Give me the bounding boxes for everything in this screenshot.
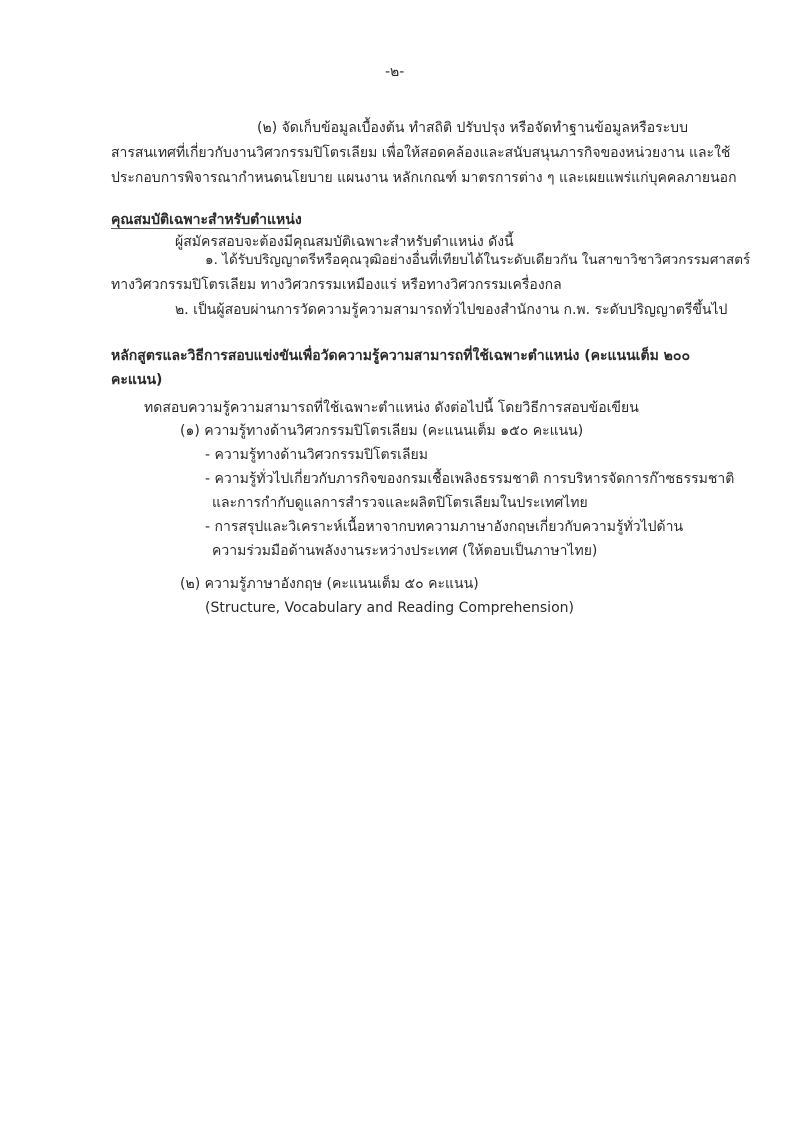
part-1-bullet-3-line-1: - การสรุปและวิเคราะห์เนื้อหาจากบทความภาษาอังกฤษเกี่ยวกับความรู้ทั่วไปด้าน <box>205 519 684 535</box>
part-1-bullet-2-line-2: และการกำกับดูแลการสำรวจและผลิตปิโตรเลียมในประเทศไทย <box>212 495 588 511</box>
intro-line-3: ประกอบการพิจารณากำหนดนโยบาย แผนงาน หลักเกณฑ์ มาตรการต่าง ๆ และเผยแพร่แก่บุคคลภายนอก <box>111 170 737 186</box>
qualification-item-2: ๒. เป็นผู้สอบผ่านการวัดความรู้ความสามารถทั่วไปของสำนักงาน ก.พ. ระดับปริญญาตรีขึ้นไป <box>175 302 728 318</box>
curriculum-heading-line-2: คะแนน) <box>111 372 163 388</box>
page-number: -๒- <box>385 64 405 80</box>
curriculum-heading-line-1: หลักสูตรและวิธีการสอบแข่งขันเพื่อวัดความรู้ความสามารถที่ใช้เฉพาะตำแหน่ง (คะแนนเต็ม ๒๐๐ <box>111 348 690 364</box>
part-2-description: (Structure, Vocabulary and Reading Comprehension) <box>205 600 574 616</box>
part-1-title: (๑) ความรู้ทางด้านวิศวกรรมปิโตรเลียม (คะแนนเต็ม ๑๕๐ คะแนน) <box>180 423 584 439</box>
part-2-title: (๒) ความรู้ภาษาอังกฤษ (คะแนนเต็ม ๕๐ คะแนน) <box>180 576 479 592</box>
part-1-bullet-2-line-1: - ความรู้ทั่วไปเกี่ยวกับภารกิจของกรมเชื้อเพลิงธรรมชาติ การบริหารจัดการก๊าซธรรมชาติ <box>205 471 735 487</box>
part-1-bullet-1: - ความรู้ทางด้านวิศวกรรมปิโตรเลียม <box>205 447 428 463</box>
intro-line-1: (๒) จัดเก็บข้อมูลเบื้องต้น ทำสถิติ ปรับปรุง หรือจัดทำฐานข้อมูลหรือระบบ <box>257 120 688 136</box>
qualification-item-1-line-2: ทางวิศวกรรมปิโตรเลียม ทางวิศวกรรมเหมืองแร่ หรือทางวิศวกรรมเครื่องกล <box>111 277 562 293</box>
part-1-bullet-3-line-2: ความร่วมมือด้านพลังงานระหว่างประเทศ (ให้ตอบเป็นภาษาไทย) <box>212 543 598 559</box>
qualifications-heading: คุณสมบัติเฉพาะสำหรับตำแหน่ง <box>111 212 302 228</box>
qualifications-heading-underline <box>111 228 289 229</box>
intro-line-2: สารสนเทศที่เกี่ยวกับงานวิศวกรรมปิโตรเลียม เพื่อให้สอดคล้องและสนับสนุนภารกิจของหน่วยงาน และใช้ <box>111 145 731 161</box>
curriculum-intro: ทดสอบความรู้ความสามารถที่ใช้เฉพาะตำแหน่ง ดังต่อไปนี้ โดยวิธีการสอบข้อเขียน <box>144 400 639 416</box>
qualification-item-1-line-1: ๑. ได้รับปริญญาตรีหรือคุณวุฒิอย่างอื่นที่เทียบได้ในระดับเดียวกัน ในสาขาวิชาวิศวกรรมศาสตร์ <box>205 252 751 268</box>
qualifications-intro: ผู้สมัครสอบจะต้องมีคุณสมบัติเฉพาะสำหรับตำแหน่ง ดังนี้ <box>175 234 514 250</box>
